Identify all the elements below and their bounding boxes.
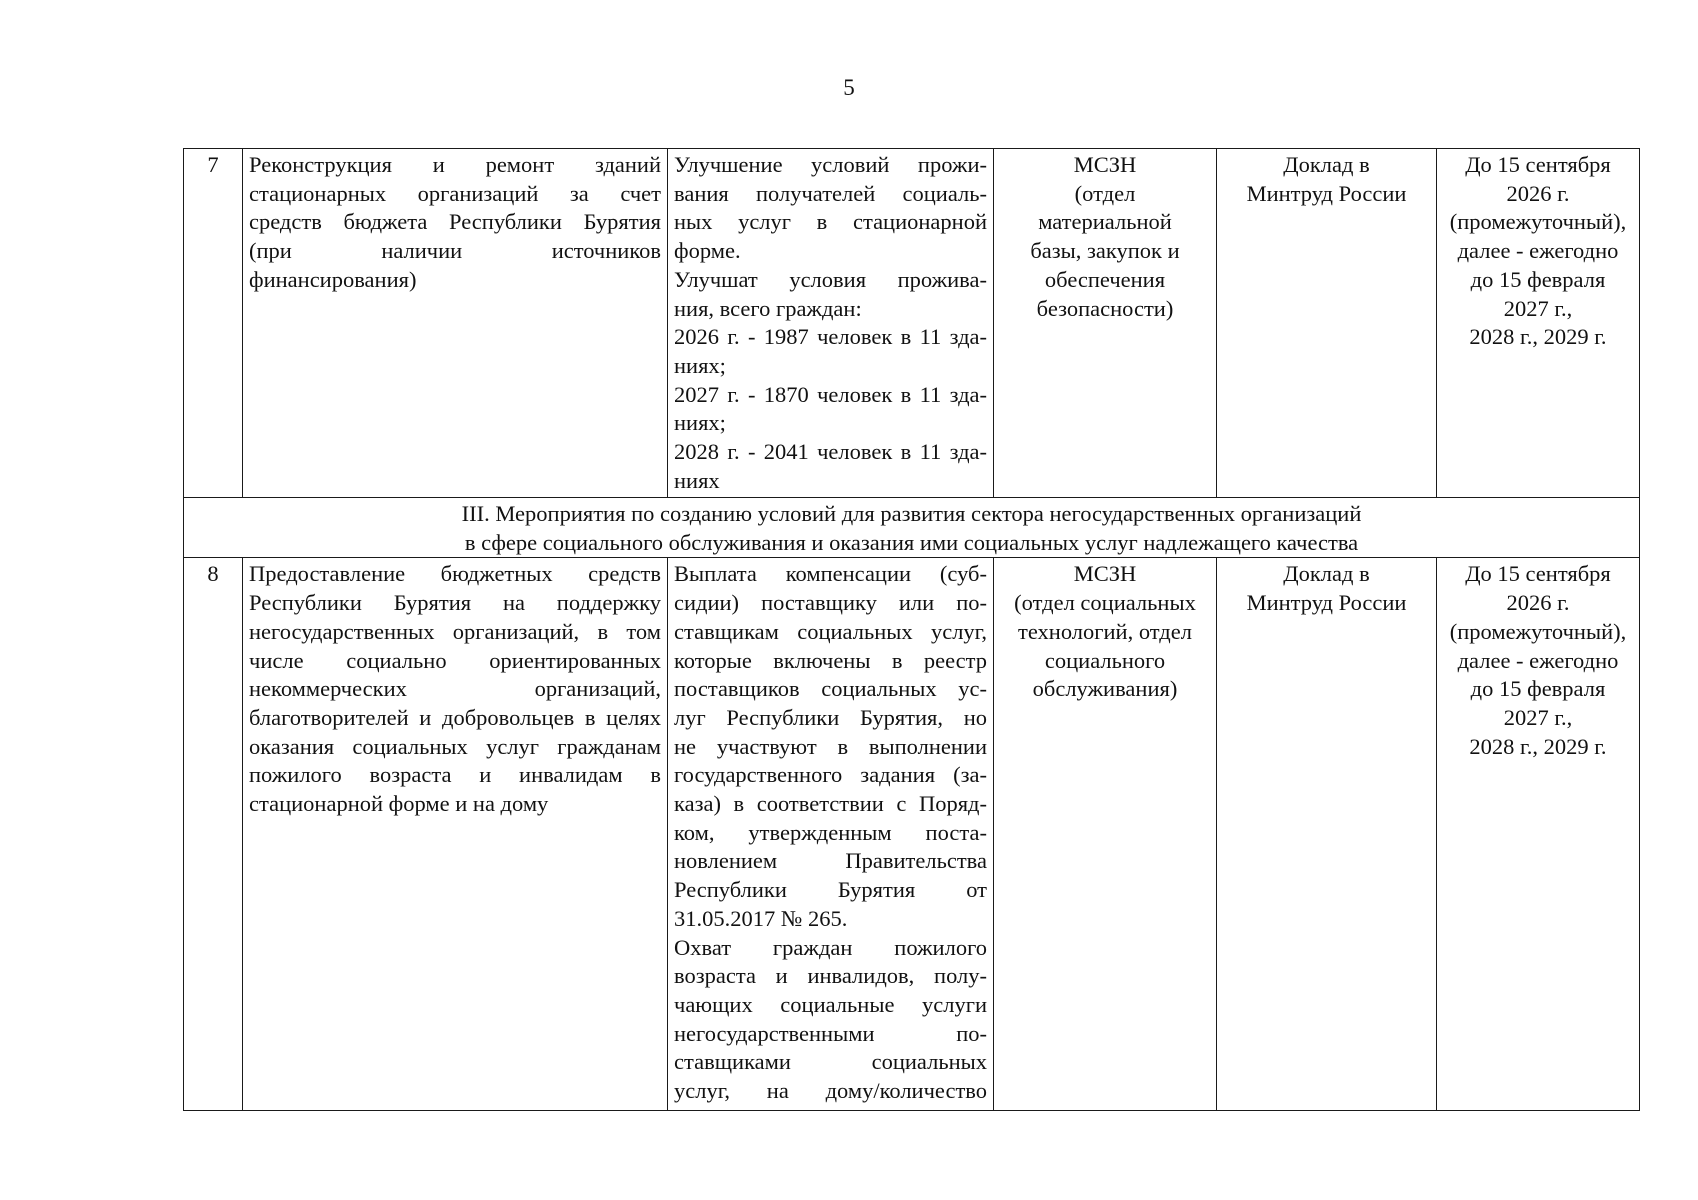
deadline-line: 2026 г. bbox=[1506, 590, 1570, 616]
result-line: не участвуют в выполнении bbox=[674, 733, 987, 759]
result-line: 31.05.2017 № 265. bbox=[674, 905, 848, 931]
deadline-line: 2028 г., 2029 г. bbox=[1469, 324, 1607, 350]
report-line: Минтруд России bbox=[1246, 590, 1407, 616]
result-line: негосударственными по- bbox=[674, 1020, 987, 1046]
deadline-line: до 15 февраля bbox=[1470, 266, 1606, 292]
row-number: 7 bbox=[184, 149, 243, 498]
result-cell bbox=[668, 149, 994, 498]
table-row bbox=[184, 149, 1640, 498]
section-heading-line: в сфере социального обслуживания и оказания ими социальных услуг надлежащего качества bbox=[464, 529, 1359, 555]
result-line: Охват граждан пожилого bbox=[674, 934, 987, 960]
deadline-line: до 15 февраля bbox=[1470, 676, 1606, 702]
report-line: Доклад в bbox=[1283, 152, 1370, 177]
deadline-line: 2027 г., bbox=[1503, 295, 1573, 321]
responsible-cell bbox=[994, 558, 1217, 1111]
responsible-line: обеспечения bbox=[1044, 266, 1166, 292]
result-line: 2026 г. - 1987 человек в 11 зда- bbox=[674, 324, 987, 350]
responsible-line: (отдел социальных bbox=[1014, 590, 1196, 616]
result-line: которые включены в реестр bbox=[674, 647, 987, 673]
result-line: 2028 г. - 2041 человек в 11 зда- bbox=[674, 439, 987, 465]
deadline-line: 2026 г. bbox=[1506, 180, 1570, 206]
report-line: Минтруд России bbox=[1246, 180, 1407, 206]
result-line: возраста и инвалидов, полу- bbox=[674, 963, 987, 989]
row-number: 8 bbox=[184, 558, 243, 1111]
result-line: ставщикам социальных услуг, bbox=[674, 618, 987, 644]
report-cell bbox=[1217, 558, 1437, 1111]
deadline-cell bbox=[1437, 558, 1640, 1111]
measure-cell: Предоставление бюджетных средств Республики Бурятия на поддержку негосударственных организаций, в том числе социально ориентированных некоммерческих организаций, благотворителей и добровольцев в целях оказания социальных услуг гражданам пожилого возраста и инвалидам в стационарной форме и на дому bbox=[243, 558, 668, 1111]
result-line: ния, всего граждан: bbox=[674, 295, 862, 321]
result-line: ных услуг в стационарной bbox=[674, 209, 987, 235]
deadline-line: далее - ежегодно bbox=[1457, 238, 1619, 264]
responsible-line: безопасности) bbox=[1036, 295, 1174, 321]
responsible-cell bbox=[994, 149, 1217, 498]
section-heading bbox=[184, 498, 1640, 558]
deadline-line: 2027 г., bbox=[1503, 704, 1573, 730]
result-line: чающих социальные услуги bbox=[674, 991, 987, 1017]
measures-table bbox=[183, 148, 1640, 1111]
report-cell bbox=[1217, 149, 1437, 498]
responsible-line: (отдел bbox=[1074, 180, 1136, 206]
result-line: Улучшат условия прожива- bbox=[674, 266, 987, 292]
result-line: новлением Правительства bbox=[674, 848, 987, 874]
result-line: государственного задания (за- bbox=[674, 762, 987, 788]
result-line: ниях bbox=[674, 467, 720, 493]
deadline-line: До 15 сентября bbox=[1465, 561, 1611, 587]
result-line: ставщиками социальных bbox=[674, 1049, 987, 1075]
responsible-line: материальной bbox=[1038, 209, 1172, 235]
measure-cell: Реконструкция и ремонт зданий стационарных организаций за счет средств бюджета Республики Бурятия (при наличии источников финансирования) bbox=[243, 149, 668, 498]
result-line: Республики Бурятия от bbox=[674, 877, 987, 903]
result-line: услуг, на дому/количество bbox=[674, 1078, 987, 1104]
result-line: форме. bbox=[674, 238, 741, 264]
result-cell bbox=[668, 558, 994, 1111]
result-line: ком, утвержденным поста- bbox=[674, 819, 987, 845]
responsible-line: базы, закупок и bbox=[1030, 238, 1180, 264]
result-line: ниях; bbox=[674, 352, 726, 378]
deadline-cell bbox=[1437, 149, 1640, 498]
report-line: Доклад в bbox=[1283, 561, 1370, 587]
result-line: 2027 г. - 1870 человек в 11 зда- bbox=[674, 381, 987, 407]
result-line: ниях; bbox=[674, 410, 726, 436]
deadline-line: 2028 г., 2029 г. bbox=[1469, 733, 1607, 759]
result-line: луг Республики Бурятия, но bbox=[674, 704, 987, 730]
responsible-line: обслуживания) bbox=[1032, 676, 1178, 702]
result-line: поставщиков социальных ус- bbox=[674, 676, 987, 702]
page-number: 5 bbox=[843, 75, 855, 100]
responsible-line: социального bbox=[1044, 647, 1166, 673]
result-line: Выплата компенсации (суб- bbox=[674, 561, 987, 587]
responsible-line: технологий, отдел bbox=[1018, 618, 1192, 644]
responsible-line: МСЗН bbox=[1073, 152, 1137, 177]
section-heading-row bbox=[184, 498, 1640, 558]
table-row bbox=[184, 558, 1640, 1111]
section-heading-line: III. Мероприятия по созданию условий для развития сектора негосударственных организаций bbox=[461, 501, 1362, 526]
deadline-line: далее - ежегодно bbox=[1457, 647, 1619, 673]
responsible-line: МСЗН bbox=[1073, 561, 1137, 587]
deadline-line: (промежуточный), bbox=[1449, 209, 1627, 235]
result-line: вания получателей социаль- bbox=[674, 180, 987, 206]
result-line: каза) в соответствии с Поряд- bbox=[674, 791, 987, 817]
deadline-line: (промежуточный), bbox=[1449, 618, 1627, 644]
result-line: Улучшение условий прожи- bbox=[674, 152, 987, 177]
result-line: сидии) поставщику или по- bbox=[674, 590, 987, 616]
deadline-line: До 15 сентября bbox=[1465, 152, 1611, 177]
